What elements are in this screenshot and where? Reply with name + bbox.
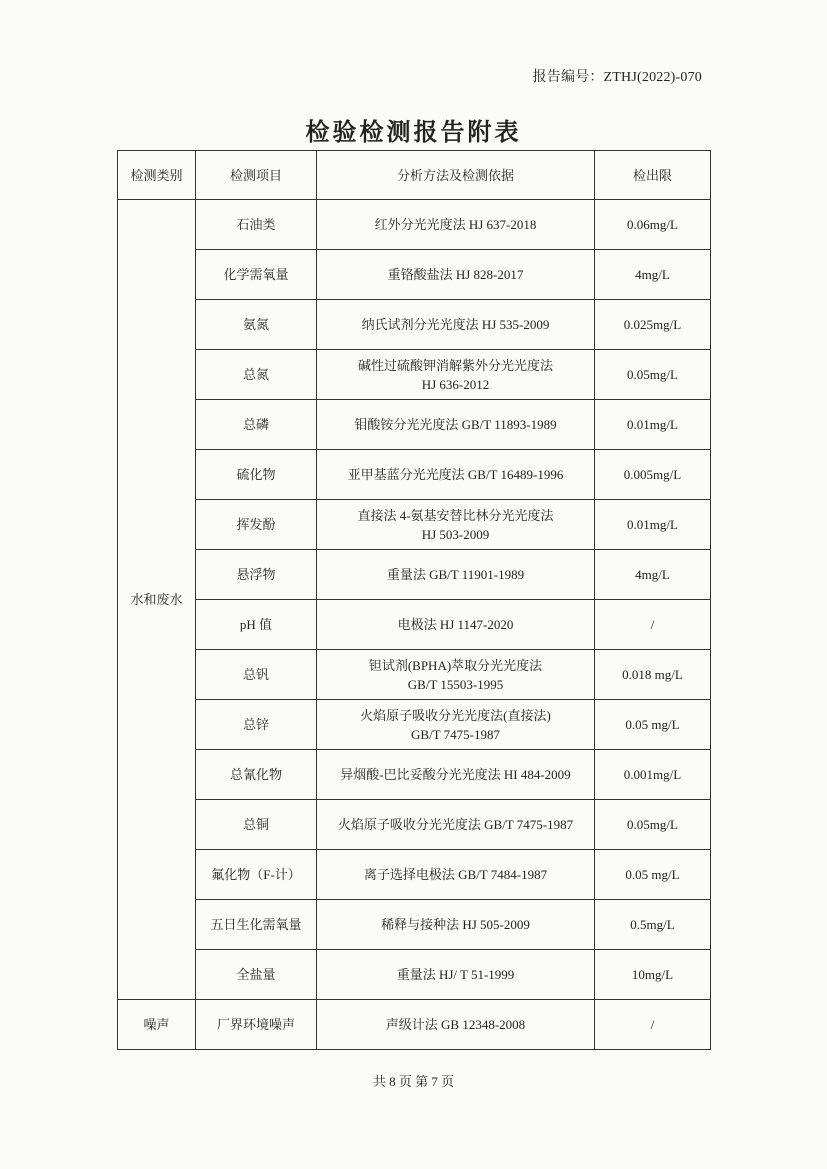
limit-cell: 0.001mg/L	[595, 750, 711, 800]
method-cell	[317, 550, 595, 600]
method-line: 重量法 GB/T 11901-1989	[386, 567, 525, 582]
table-row	[118, 850, 711, 900]
limit-cell: /	[595, 600, 711, 650]
limit-cell: 0.01mg/L	[595, 500, 711, 550]
column-header-item: 检测项目	[196, 151, 317, 200]
method-line: HJ 503-2009	[421, 526, 490, 542]
method-cell	[317, 650, 595, 700]
column-header-limit: 检出限	[595, 151, 711, 200]
item-cell: 厂界环境噪声	[196, 1000, 317, 1050]
item-cell: 硫化物	[196, 450, 317, 500]
method-cell	[317, 400, 595, 450]
method-cell	[317, 750, 595, 800]
method-line: 碱性过硫酸钾消解紫外分光光度法	[357, 357, 553, 373]
table-row	[118, 300, 711, 350]
method-line: 火焰原子吸收分光光度法(直接法)	[360, 707, 551, 723]
method-line: 声级计法 GB 12348-2008	[385, 1017, 526, 1032]
method-line: 钼酸铵分光光度法 GB/T 11893-1989	[354, 417, 557, 432]
method-cell	[317, 900, 595, 950]
method-cell	[317, 200, 595, 250]
category-cell: 水和废水	[118, 200, 196, 1000]
table-row	[118, 450, 711, 500]
method-cell	[317, 800, 595, 850]
method-line: 重铬酸盐法 HJ 828-2017	[387, 267, 524, 282]
table-row	[118, 600, 711, 650]
item-cell: 总氰化物	[196, 750, 317, 800]
column-header-method: 分析方法及检测依据	[317, 151, 595, 200]
item-cell: 五日生化需氧量	[196, 900, 317, 950]
item-cell: 全盐量	[196, 950, 317, 1000]
table-row	[118, 400, 711, 450]
limit-cell: 0.018 mg/L	[595, 650, 711, 700]
category-cell: 噪声	[118, 1000, 196, 1050]
method-line: HJ 636-2012	[421, 376, 490, 392]
limit-cell: 0.025mg/L	[595, 300, 711, 350]
method-line: 火焰原子吸收分光光度法 GB/T 7475-1987	[337, 817, 574, 832]
table-row	[118, 200, 711, 250]
method-line: GB/T 7475-1987	[411, 726, 500, 742]
method-line: 红外分光光度法 HJ 637-2018	[374, 217, 537, 232]
limit-cell: 0.01mg/L	[595, 400, 711, 450]
column-header-category: 检测类别	[118, 151, 196, 200]
item-cell: 总磷	[196, 400, 317, 450]
method-line: 亚甲基蓝分光光度法 GB/T 16489-1996	[347, 467, 564, 482]
page-title: 检验检测报告附表	[305, 118, 522, 146]
method-line: 离子选择电极法 GB/T 7484-1987	[363, 867, 548, 882]
item-cell: 石油类	[196, 200, 317, 250]
item-cell: 化学需氧量	[196, 250, 317, 300]
table-row	[118, 1000, 711, 1050]
method-line: GB/T 15503-1995	[407, 676, 504, 692]
item-cell: 挥发酚	[196, 500, 317, 550]
method-cell	[317, 850, 595, 900]
table-row	[118, 550, 711, 600]
method-cell	[317, 950, 595, 1000]
limit-cell: 0.05mg/L	[595, 350, 711, 400]
table-row	[118, 350, 711, 400]
limit-cell: 0.05mg/L	[595, 800, 711, 850]
detection-table	[117, 150, 711, 1050]
item-cell: 总钒	[196, 650, 317, 700]
table-row	[118, 800, 711, 850]
method-line: 电极法 HJ 1147-2020	[397, 617, 514, 632]
limit-cell: 0.05 mg/L	[595, 850, 711, 900]
method-cell	[317, 500, 595, 550]
report-number: 报告编号：ZTHJ(2022)-070	[532, 70, 702, 85]
table-row	[118, 700, 711, 750]
limit-cell: 4mg/L	[595, 250, 711, 300]
table-row	[118, 500, 711, 550]
item-cell: 总氮	[196, 350, 317, 400]
item-cell: pH 值	[196, 600, 317, 650]
item-cell: 总铜	[196, 800, 317, 850]
table-header-row	[118, 151, 711, 200]
limit-cell: 4mg/L	[595, 550, 711, 600]
method-line: 重量法 HJ/ T 51-1999	[396, 967, 515, 982]
method-cell	[317, 600, 595, 650]
table-body	[118, 200, 711, 1050]
method-line: 钽试剂(BPHA)萃取分光光度法	[368, 657, 543, 673]
method-cell	[317, 300, 595, 350]
method-line: 异烟酸-巴比妥酸分光光度法 HI 484-2009	[340, 767, 571, 782]
page-footer: 共 8 页 第 7 页	[372, 1074, 455, 1089]
table-row	[118, 900, 711, 950]
item-cell: 悬浮物	[196, 550, 317, 600]
table-row	[118, 650, 711, 700]
method-line: 稀释与接种法 HJ 505-2009	[381, 917, 530, 932]
table-row	[118, 750, 711, 800]
method-cell	[317, 450, 595, 500]
limit-cell: 0.05 mg/L	[595, 700, 711, 750]
limit-cell: 0.06mg/L	[595, 200, 711, 250]
item-cell: 氨氮	[196, 300, 317, 350]
item-cell: 总锌	[196, 700, 317, 750]
method-cell	[317, 700, 595, 750]
method-line: 纳氏试剂分光光度法 HJ 535-2009	[361, 317, 550, 332]
table-row	[118, 950, 711, 1000]
limit-cell: 0.005mg/L	[595, 450, 711, 500]
limit-cell: 10mg/L	[595, 950, 711, 1000]
item-cell: 氟化物（F-计）	[196, 850, 317, 900]
table-row	[118, 250, 711, 300]
method-line: 直接法 4-氨基安替比林分光光度法	[357, 507, 554, 523]
method-cell	[317, 1000, 595, 1050]
method-cell	[317, 250, 595, 300]
limit-cell: 0.5mg/L	[595, 900, 711, 950]
method-cell	[317, 350, 595, 400]
limit-cell: /	[595, 1000, 711, 1050]
